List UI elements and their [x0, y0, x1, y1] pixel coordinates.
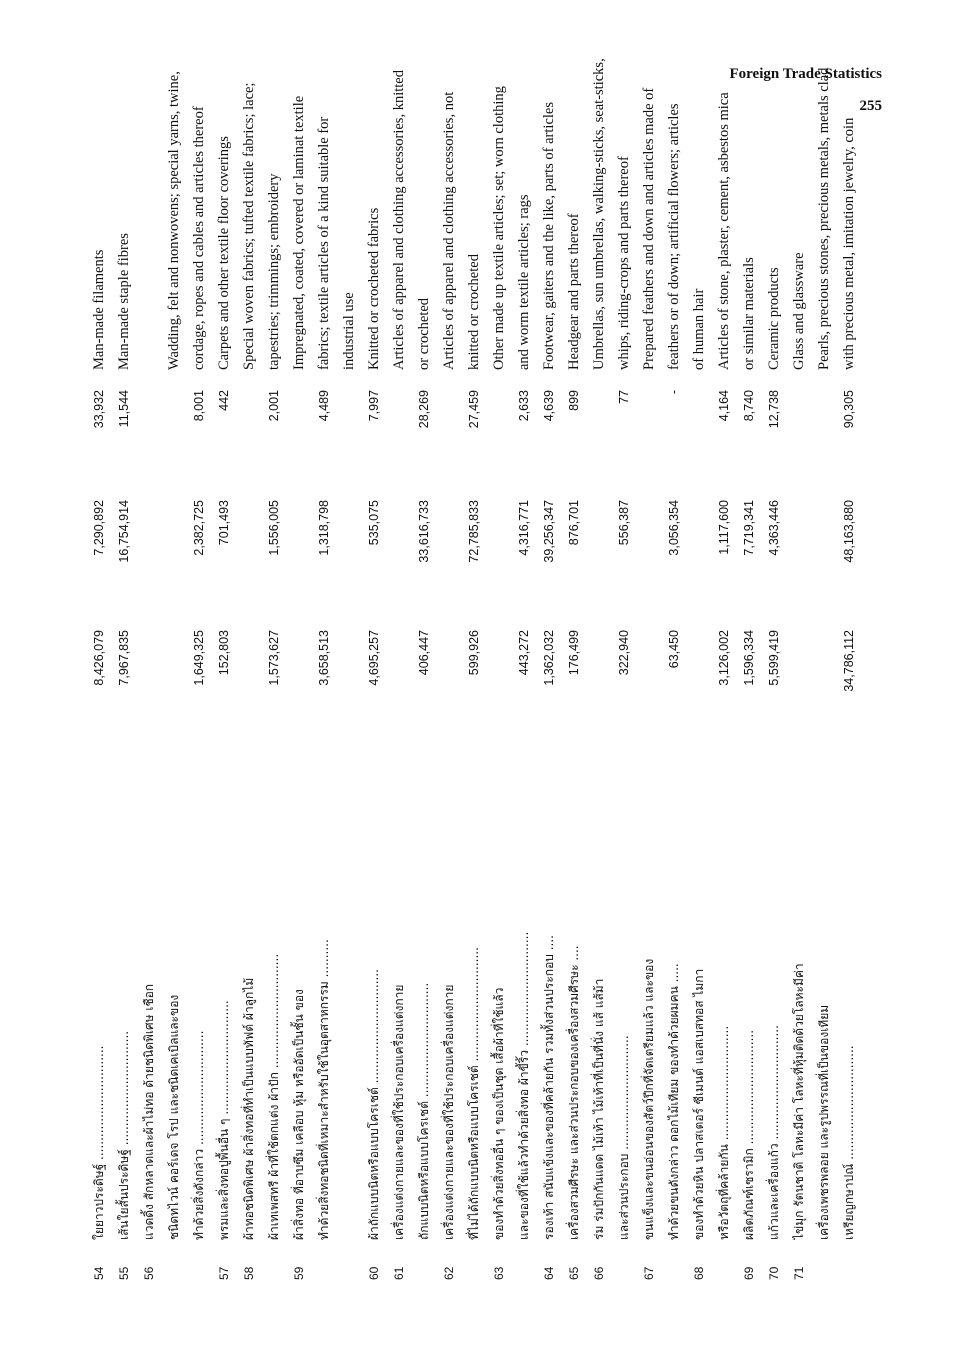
cell-v1: 5,599,419 [767, 630, 781, 686]
cell-v2: 4,316,771 [517, 500, 531, 556]
cell-code: 57 [217, 1266, 231, 1280]
cell-thai: ขนแข็งและขนอ่อนของสัตว์ปีกที่จัดเตรียมแล้ว และของ [642, 958, 656, 1240]
cell-v3: 28,269 [417, 390, 431, 429]
cell-thai: รองเท้า สนับแข้งและของที่คล้ายกัน รวมทั้งส่วนประกอบ .... [542, 935, 556, 1240]
cell-v2: 16,754,914 [117, 500, 131, 563]
cell-code: 59 [292, 1266, 306, 1280]
table-row [388, 70, 410, 1280]
table-row [188, 80, 210, 1280]
cell-v1: 322,940 [617, 630, 631, 676]
cell-thai: เหรียญกษาปณ์ .............................. [842, 1045, 856, 1240]
cell-thai: แก้วและเครื่องแก้ว .............................. [767, 1025, 781, 1240]
table-row [313, 80, 335, 1280]
cell-thai: ผ้าสิ่งทอ ที่อาบซึม เคลือบ หุ้ม หรืออัดเป็นชั้น ของ [292, 989, 306, 1240]
table-row [763, 80, 785, 1280]
cell-v3: 442 [217, 390, 231, 411]
cell-code: 60 [367, 1266, 381, 1280]
cell-eng: Footwear, gaiters and the like, parts of articles [541, 102, 557, 370]
cell-thai: ใยยาวประดิษฐ์ .............................. [92, 1045, 106, 1240]
table-row [363, 80, 385, 1280]
cell-v3: 8,001 [192, 390, 206, 422]
table-row [163, 71, 185, 1280]
cell-code: 55 [117, 1266, 131, 1280]
cell-v1: 599,926 [467, 630, 481, 676]
cell-thai: เครื่องแต่งกายและของที่ใช้ประกอบเครื่องแต่งกาย [392, 984, 406, 1240]
cell-v3: - [667, 390, 681, 395]
cell-eng: Articles of apparel and clothing accessories, not [441, 91, 457, 370]
table-row [238, 80, 260, 1280]
table-row [538, 80, 560, 1280]
table-row [788, 80, 810, 1280]
cell-eng: Umbrellas, sun umbrellas, walking-sticks, seat-sticks, [591, 58, 607, 370]
cell-eng: Man-made staple fibres [116, 233, 132, 370]
table-row [113, 80, 135, 1280]
cell-v3: 27,459 [467, 390, 481, 429]
cell-v2: 72,785,833 [467, 500, 481, 563]
cell-thai: และส่วนประกอบ .............................. [617, 1035, 631, 1240]
cell-eng: Glass and glassware [791, 252, 807, 370]
cell-code: 71 [792, 1266, 806, 1280]
cell-v3: 899 [567, 390, 581, 411]
cell-eng: or crocheted [416, 297, 432, 370]
cell-code: 65 [567, 1266, 581, 1280]
cell-v3: 4,164 [717, 390, 731, 422]
table-row [263, 80, 285, 1280]
header-title: Foreign Trade Statistics [729, 66, 882, 82]
cell-eng: knitted or crocheted [466, 254, 482, 370]
cell-v2: 7,290,892 [92, 500, 106, 556]
cell-eng: Man-made filaments [91, 249, 107, 370]
cell-v2: 3,056,354 [667, 500, 681, 556]
cell-thai: ถักแบบนิตหรือแบบโครเชต์ .............................. [417, 982, 431, 1240]
table-row [813, 67, 835, 1280]
cell-v2: 7,719,341 [742, 500, 756, 556]
cell-eng: feathers or of down; artificial flowers; articles [666, 103, 682, 370]
table-row [588, 58, 610, 1280]
cell-v3: 8,740 [742, 390, 756, 422]
cell-eng: cordage, ropes and cables and articles thereof [191, 106, 207, 370]
cell-code: 61 [392, 1266, 406, 1280]
cell-thai: และของที่ใช้แล้วทำด้วยสิ่งทอ ผ้าขี้ริ้ว .............................. [517, 931, 531, 1240]
cell-thai: หรือวัตถุที่คล้ายกัน .............................. [717, 1025, 731, 1240]
cell-eng: Carpets and other textile floor coverings [216, 136, 232, 370]
cell-code: 64 [542, 1266, 556, 1280]
table-row [638, 80, 660, 1280]
cell-eng: Ceramic products [766, 267, 782, 370]
cell-eng: Wadding, felt and nonwovens; special yarns, twine, [166, 71, 182, 370]
cell-code: 54 [92, 1266, 106, 1280]
table-row [838, 80, 860, 1280]
cell-thai: เครื่องสวมศีรษะ และส่วนประกอบของเครื่องสวมศีรษะ .... [567, 945, 581, 1240]
cell-code: 70 [767, 1266, 781, 1280]
cell-eng: Articles of apparel and clothing accessories, knitted [391, 70, 407, 370]
table-row [138, 80, 160, 1280]
cell-thai: ไข่มุก รัตนชาติ โลหะมีค่า โลหะที่หุ้มติดด้วยโลหะมีค่า [792, 963, 806, 1240]
table-row [213, 80, 235, 1280]
table-row [713, 80, 735, 1280]
cell-v1: 176,499 [567, 630, 581, 676]
cell-v3: 90,305 [842, 390, 856, 429]
table-row [738, 80, 760, 1280]
table-row [613, 80, 635, 1280]
cell-thai: เส้นใยสั้นประดิษฐ์ .............................. [117, 1030, 131, 1240]
cell-v1: 4,695,257 [367, 630, 381, 686]
cell-eng: whips, riding-crops and parts thereof [616, 156, 632, 370]
cell-thai: เครื่องเพชรพลอย และรูปพรรณที่เป็นของเทียม [817, 1004, 831, 1240]
cell-v2: 39,256,347 [542, 500, 556, 563]
cell-v1: 1,362,032 [542, 630, 556, 686]
cell-v3: 7,997 [367, 390, 381, 422]
cell-v1: 1,649,325 [192, 630, 206, 686]
cell-v3: 2,633 [517, 390, 531, 422]
cell-v2: 1,117,600 [717, 500, 731, 555]
table-row [663, 80, 685, 1280]
cell-eng: with precious metal, imitation jewelry, coin [841, 117, 857, 370]
cell-thai: ผ้าเทเพสทรี ผ้าที่ใช้ตกแต่ง ผ้าปัก .............................. [267, 953, 281, 1240]
cell-code: 69 [742, 1266, 756, 1280]
cell-eng: Pearls, precious stones, precious metals, metals clad [816, 67, 832, 370]
table-row [488, 80, 510, 1280]
cell-eng: industrial use [341, 292, 357, 370]
cell-v1: 1,596,334 [742, 630, 756, 686]
cell-v3: 2,001 [267, 390, 281, 422]
cell-v1: 7,967,835 [117, 630, 131, 686]
cell-v3: 77 [617, 390, 631, 404]
cell-v2: 556,387 [617, 500, 631, 546]
cell-v3: 33,932 [92, 390, 106, 429]
cell-eng: Headgear and parts thereof [566, 213, 582, 370]
table-row [338, 80, 360, 1280]
cell-eng: Knitted or crocheted fabrics [366, 207, 382, 370]
cell-eng: or similar materials [741, 257, 757, 370]
cell-thai: ผ้าถักแบบนิตหรือแบบโครเชต์ .............................. [367, 968, 381, 1240]
cell-eng: Other made up textile articles; set; worn clothing [491, 86, 507, 370]
cell-v1: 34,786,112 [842, 630, 856, 692]
cell-thai: ทำด้วยสิ่งดังกล่าว .............................. [192, 1030, 206, 1240]
cell-thai: แวดดิ้ง สักหลาดและผ้าไม่ทอ ด้ายชนิดพิเศษ เชือก [142, 983, 156, 1240]
cell-v2: 535,075 [367, 500, 381, 546]
cell-eng: Articles of stone, plaster, cement, asbestos mica [716, 92, 732, 370]
cell-v2: 48,163,880 [842, 500, 856, 563]
cell-v2: 33,616,733 [417, 500, 431, 563]
cell-eng: fabrics; textile articles of a kind suitable for [316, 116, 332, 370]
cell-v3: 4,489 [317, 390, 331, 422]
cell-eng: Impregnated, coated, covered or laminat textile [291, 95, 307, 370]
cell-thai: ทำด้วยสิ่งทอชนิดที่เหมาะสำหรับใช้ในอุตสาหกรรม .......... [317, 939, 331, 1240]
cell-v1: 8,426,079 [92, 630, 106, 686]
table-row [688, 80, 710, 1280]
cell-v2: 2,382,725 [192, 500, 206, 556]
cell-v3: 11,544 [117, 390, 131, 428]
cell-v2: 876,701 [567, 500, 581, 546]
table-row [563, 80, 585, 1280]
table-row [88, 80, 110, 1280]
cell-v2: 1,556,005 [267, 500, 281, 556]
page-number: 255 [859, 98, 882, 114]
cell-thai: ร่ม ร่มปักกันแดด ไม้เท้า ไม้เท้าที่เป็นที่นั่ง แส้ แส้ม้า [592, 978, 606, 1240]
cell-v2: 701,493 [217, 500, 231, 546]
cell-thai: ของทำด้วยสิ่งทออื่น ๆ ของเป็นชุด เสื้อผ้าที่ใช้แล้ว [492, 987, 506, 1240]
table-row [463, 80, 485, 1280]
table-row [413, 80, 435, 1280]
cell-thai: ที่ไม่ได้ถักแบบนิตหรือแบบโครเชต์ .............................. [467, 947, 481, 1240]
cell-v1: 406,447 [417, 630, 431, 676]
cell-code: 67 [642, 1266, 656, 1280]
cell-eng: tapestries; trimmings; embroidery [266, 173, 282, 370]
cell-thai: ของทำด้วยหิน ปลาสเตอร์ ซีเมนต์ แอสเบสทอส ไมกา [692, 968, 706, 1240]
cell-eng: Special woven fabrics; tufted textile fabrics; lace; [241, 82, 257, 370]
cell-v1: 63,450 [667, 630, 681, 669]
cell-thai: พรมและสิ่งทอปูพื้นอื่น ๆ .............................. [217, 1000, 231, 1240]
cell-thai: ผ้าทอชนิดพิเศษ ผ้าสิ่งทอที่ทำเป็นแบบทัฟต์ ผ้าลูกไม้ [242, 977, 256, 1240]
cell-v2: 1,318,798 [317, 500, 331, 556]
cell-v1: 1,573,627 [267, 630, 281, 686]
cell-code: 66 [592, 1266, 606, 1280]
cell-eng: and worm textile articles; rags [516, 194, 532, 370]
cell-v1: 3,126,002 [717, 630, 731, 686]
cell-thai: ทำด้วยขนดังกล่าว ดอกไม้เทียม ของทำด้วยผมคน ..... [667, 963, 681, 1240]
cell-code: 62 [442, 1266, 456, 1280]
cell-code: 68 [692, 1266, 706, 1280]
cell-v2: 4,363,446 [767, 500, 781, 556]
cell-code: 63 [492, 1266, 506, 1280]
cell-code: 58 [242, 1266, 256, 1280]
cell-v1: 443,272 [517, 630, 531, 676]
cell-v1: 3,658,513 [317, 630, 331, 686]
table-row [513, 80, 535, 1280]
table-row [288, 80, 310, 1280]
cell-eng: Prepared feathers and down and articles made of [641, 87, 657, 370]
cell-eng: of human hair [691, 288, 707, 370]
cell-v3: 4,639 [542, 390, 556, 422]
cell-thai: ชนิดทไวน์ คอร์เดจ โรป และชนิดเคเบิลและของ [167, 994, 181, 1240]
cell-v1: 152,803 [217, 630, 231, 676]
cell-thai: เครื่องแต่งกายและของที่ใช้ประกอบเครื่องแต่งกาย [442, 984, 456, 1240]
table-row [438, 80, 460, 1280]
cell-v3: 12,738 [767, 390, 781, 429]
cell-thai: ผลิตภัณฑ์เซรามิก .............................. [742, 1029, 756, 1240]
cell-code: 56 [142, 1266, 156, 1280]
